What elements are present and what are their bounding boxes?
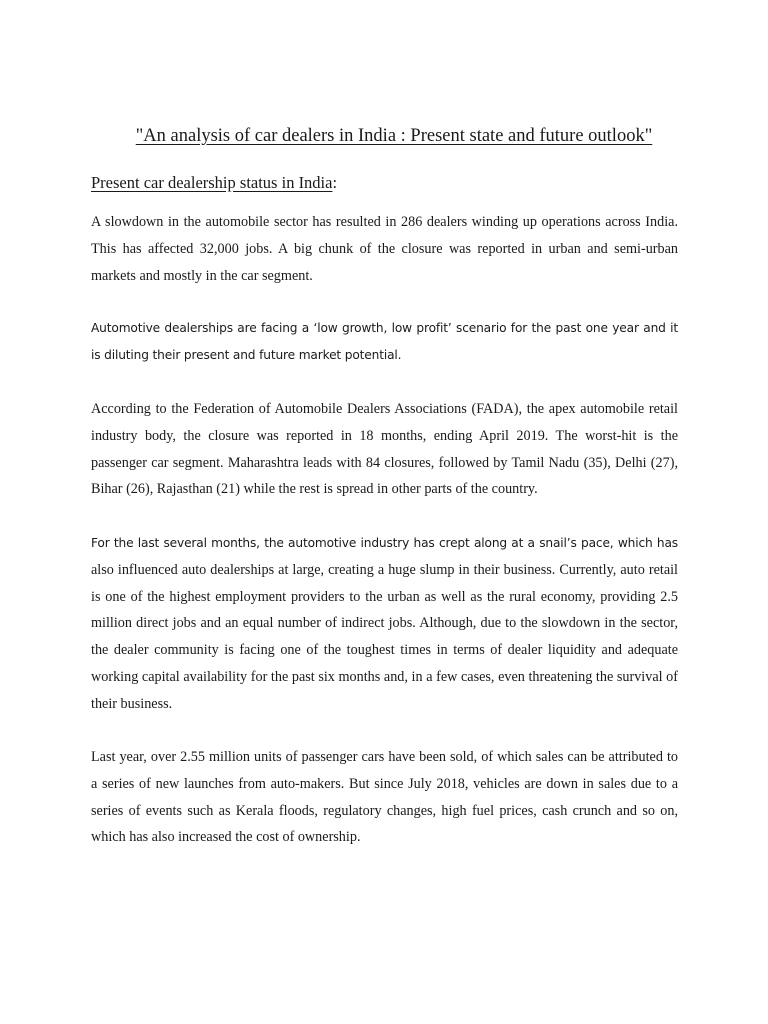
paragraph-dealer-closures: A slowdown in the automobile sector has resulted in 286 dealers winding up operations across India. This has affected 32,000 jobs. A big chunk of the closure was reported in urban and semi-urban markets and mostly in the car segment. <box>91 214 678 284</box>
section-heading-text: Present car dealership status in India <box>91 173 333 192</box>
paragraph-low-growth <box>91 315 678 369</box>
paragraph-industry-slump <box>91 530 678 718</box>
document-title <box>0 124 768 148</box>
section-heading <box>91 172 337 194</box>
section-heading-colon: : <box>332 173 338 192</box>
paragraph-fada-report: According to the Federation of Automobile Dealers Associations (FADA), the apex automobile retail industry body, the closure was reported in 18 months, ending April 2019. The worst-hit is the passenger car segment. Maharashtra leads with 84 closures, followed by Tamil Nadu (35), Delhi (27), Bihar (26), Rajasthan (21) while the rest is spread in other parts of the country. <box>91 401 678 498</box>
paragraph-industry-slump-lead: For the last several months, the automotive industry has crept along at a snail’s pace, which has <box>91 536 678 550</box>
document-title-text: "An analysis of car dealers in India : Present state and future outlook" <box>135 126 653 146</box>
paragraph-industry-slump-rest: also influenced auto dealerships at large, creating a huge slump in their business. Currently, auto retail is one of the highest employment providers to the urban as well as the rural economy, providing 2.5 million direct jobs and an equal number of indirect jobs. Although, due to the slowdown in the sector, the dealer community is facing one of the toughest times in terms of dealer liquidity and adequate working capital availability for the past six months and, in a few cases, even threatening the survival of their business. <box>91 561 678 712</box>
paragraph-sales-decline: Last year, over 2.55 million units of passenger cars have been sold, of which sales can be attributed to a series of new launches from auto-makers. But since July 2018, vehicles are down in sales due to a series of events such as Kerala floods, regulatory changes, high fuel prices, cash crunch and so on, which has also increased the cost of ownership. <box>91 749 678 846</box>
paragraph-low-growth-text: Automotive dealerships are facing a ‘low growth, low profit’ scenario for the past one year and it is diluting their present and future market potential. <box>91 321 678 362</box>
